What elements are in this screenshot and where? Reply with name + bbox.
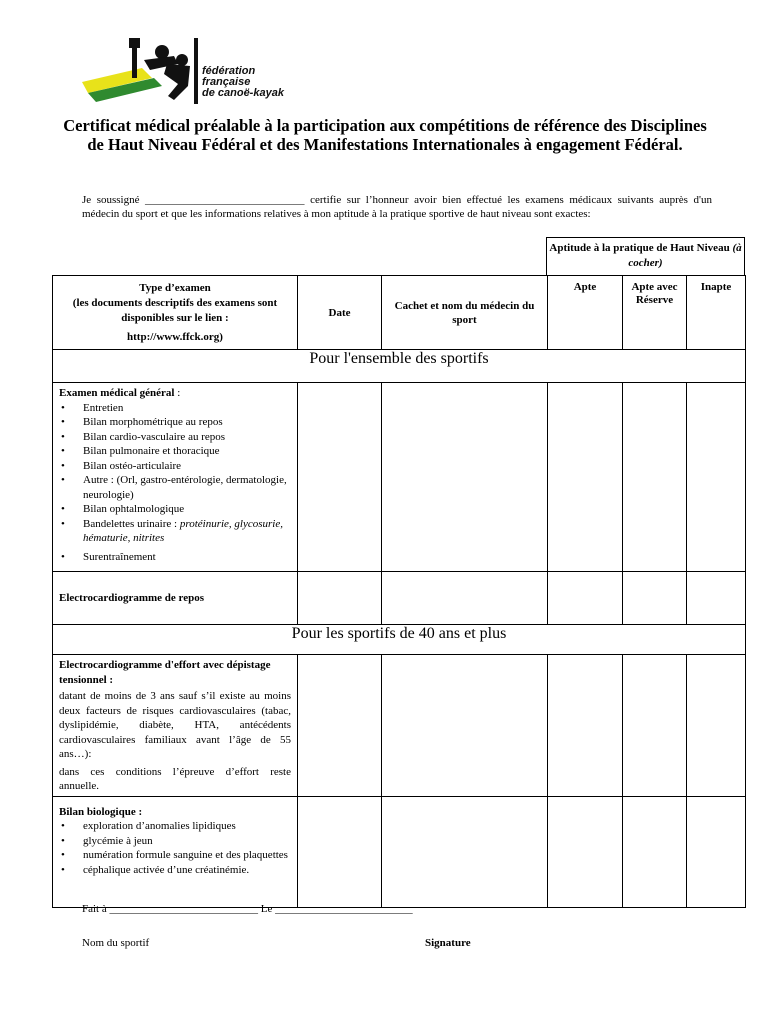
table-row-ecg-repos (53, 572, 746, 625)
table-row-bilan-bio (53, 796, 746, 907)
ecg-repos-cell: Electrocardiogramme de repos (53, 572, 298, 625)
apte-checkbox-cell[interactable] (548, 655, 623, 797)
list-item: • Bilan ostéo-articulaire (59, 459, 291, 474)
apte-reserve-checkbox-cell[interactable] (623, 796, 687, 907)
list-item: • Bilan ophtalmologique (59, 502, 291, 517)
inapte-checkbox-cell[interactable] (687, 572, 746, 625)
inapte-checkbox-cell[interactable] (687, 655, 746, 797)
list-item: • Autre : (Orl, gastro-entérologie, dermatologie, neurologie) (59, 473, 291, 502)
column-header-cachet: Cachet et nom du médecin du sport (382, 276, 548, 350)
table-row-ecg-effort (53, 655, 746, 797)
list-item: • exploration d’anomalies lipidiques (59, 819, 291, 834)
list-item: • Bilan pulmonaire et thoracique (59, 444, 291, 459)
signature-label: Signature (425, 937, 471, 949)
date-cell[interactable] (298, 383, 382, 572)
apte-reserve-checkbox-cell[interactable] (623, 383, 687, 572)
exam-general-list (59, 401, 291, 565)
cachet-cell[interactable] (382, 655, 548, 797)
inapte-checkbox-cell[interactable] (687, 796, 746, 907)
list-item: • Entretien (59, 401, 291, 416)
list-item: • Bilan morphométrique au repos (59, 415, 291, 430)
column-header-type: Type d’examen (les documents descriptifs des examens sont disponibles sur le lien : http://www.ffck.org) (53, 276, 298, 350)
column-header-apte-reserve: Apte avec Réserve (623, 276, 687, 350)
list-item: • Bandelettes urinaire : protéinurie, glycosurie, hématurie, nitrites (59, 517, 291, 546)
intro-paragraph: Je soussigné _____________________________ certifie sur l’honneur avoir bien effectué les examens médicaux suivants auprès d'un médecin du sport et que les informations relatives à mon aptitude à la pratique sportive de haut niveau sont exactes: (82, 194, 712, 220)
section-row-40plus (53, 625, 746, 655)
apte-checkbox-cell[interactable] (548, 572, 623, 625)
column-header-date: Date (298, 276, 382, 350)
table-header-row (53, 276, 746, 350)
date-cell[interactable] (298, 655, 382, 797)
list-item: • céphalique activée d’une créatinémie. (59, 863, 291, 878)
cachet-cell[interactable] (382, 796, 548, 907)
inapte-checkbox-cell[interactable] (687, 383, 746, 572)
column-header-apte: Apte (548, 276, 623, 350)
apte-reserve-checkbox-cell[interactable] (623, 655, 687, 797)
date-cell[interactable] (298, 796, 382, 907)
bilan-bio-list (59, 819, 291, 877)
list-item: • Bilan cardio-vasculaire au repos (59, 430, 291, 445)
document-title: Certificat médical préalable à la participation aux compétitions de référence des Disciplines de Haut Niveau Fédéral et des Manifestations Internationales à engagement Fédéral. (63, 116, 707, 154)
column-header-inapte: Inapte (687, 276, 746, 350)
logo-text: fédération française de canoë-kayak (202, 65, 284, 99)
bilan-bio-cell: Bilan biologique : • exploration d’anomalies lipidiques • glycémie à jeun • numération formule sanguine et des plaquettes • céphalique activée d’une créatinémie. (53, 796, 298, 907)
apte-reserve-checkbox-cell[interactable] (623, 572, 687, 625)
section-title-40plus: Pour les sportifs de 40 ans et plus (53, 625, 746, 655)
list-item: • glycémie à jeun (59, 834, 291, 849)
certificate-table (52, 275, 746, 908)
section-row-all (53, 350, 746, 383)
ecg-effort-cell: Electrocardiogramme d'effort avec dépistage tensionnel : datant de moins de 3 ans sauf s’il existe au moins deux facteurs de risques cardiovasculaires (tabac, dyslipidémie, diabète, HTA, antécédents cardiovasculaires familiaux avant l’âge de 55 ans…): dans ces conditions l’épreuve d’effort reste annuelle. (53, 655, 298, 797)
list-item: • Surentraînement (59, 550, 291, 565)
list-item: • numération formule sanguine et des plaquettes (59, 848, 291, 863)
cachet-cell[interactable] (382, 572, 548, 625)
athlete-name-label: Nom du sportif (82, 937, 150, 949)
place-date-line[interactable]: Fait à ___________________________ Le _________________________ (82, 903, 413, 915)
aptitude-header: Aptitude à la pratique de Haut Niveau (à cocher) (546, 237, 745, 275)
section-title-all: Pour l'ensemble des sportifs (53, 350, 746, 383)
apte-checkbox-cell[interactable] (548, 796, 623, 907)
cachet-cell[interactable] (382, 383, 548, 572)
table-row-exam-general (53, 383, 746, 572)
apte-checkbox-cell[interactable] (548, 383, 623, 572)
date-cell[interactable] (298, 572, 382, 625)
exam-general-cell: Examen médical général : • Entretien • Bilan morphométrique au repos • Bilan cardio-vasculaire au repos • Bilan pulmonaire et thoracique • Bilan ostéo-articulaire • Autre : (Orl, gastro-entérologie, dermatologie, neurologie) • Bilan ophtalmologique • Bandelettes urinaire : protéinurie, glycosurie, hématurie, nitrites • Surentraînement (53, 383, 298, 572)
